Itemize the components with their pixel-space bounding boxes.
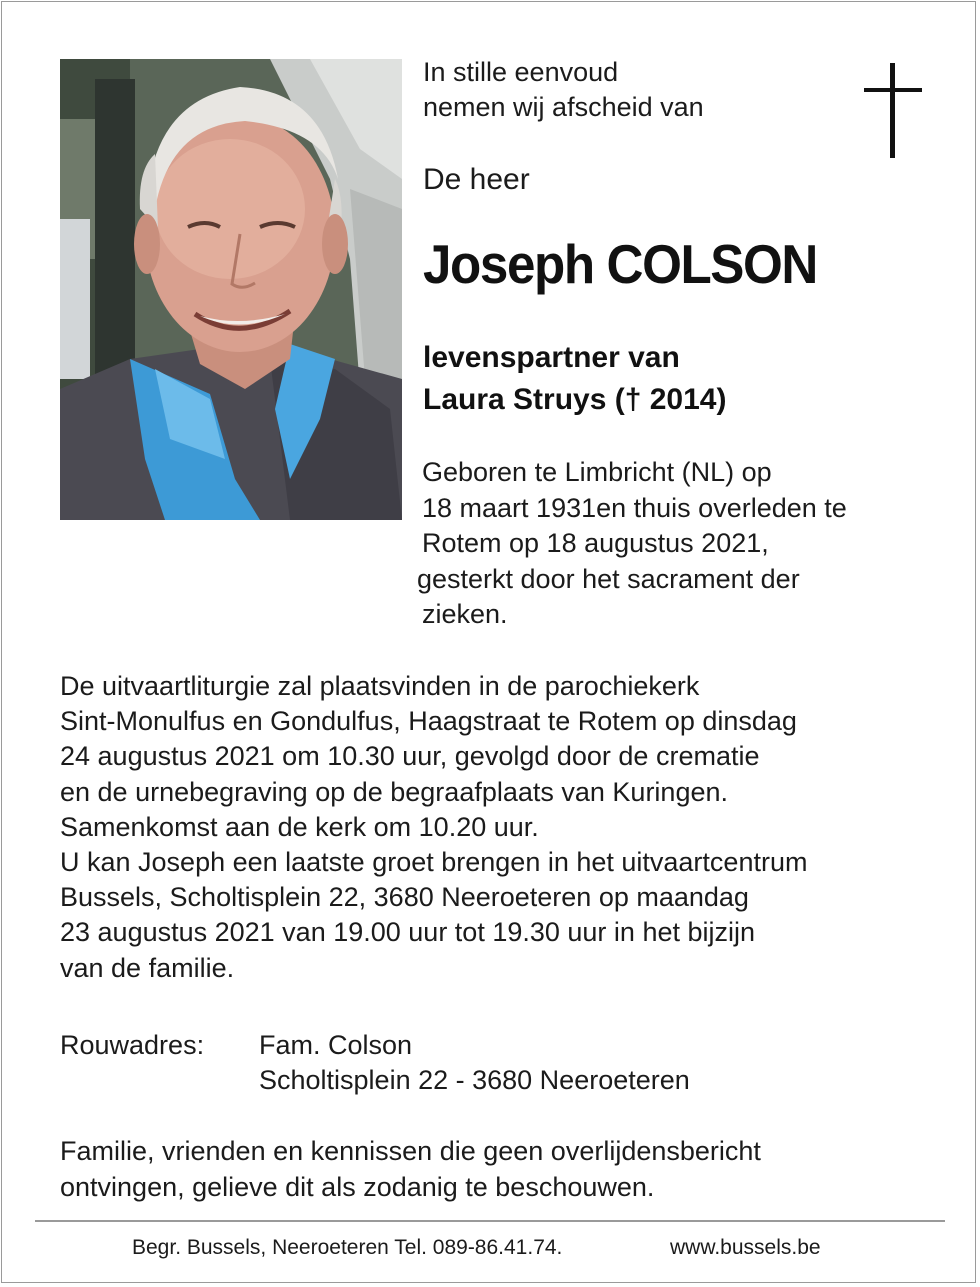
birth-line: zieken.	[422, 599, 508, 629]
partner-line: Laura Struys († 2014)	[423, 383, 727, 416]
funeral-line: Bussels, Scholtisplein 22, 3680 Neeroeteren op maandag	[60, 882, 749, 913]
deceased-name: Joseph COLSON	[423, 233, 817, 295]
intro-line: nemen wij afscheid van	[423, 92, 704, 122]
address-value	[259, 1028, 690, 1098]
funeral-line: Sint-Monulfus en Gondulfus, Haagstraat te Rotem op dinsdag	[60, 706, 797, 737]
funeral-line: De uitvaartliturgie zal plaatsvinden in de parochiekerk	[60, 671, 700, 701]
intro-text	[423, 55, 704, 125]
birth-death-info	[417, 455, 847, 633]
closing-note	[60, 1134, 761, 1205]
closing-line: Familie, vrienden en kennissen die geen overlijdensbericht	[60, 1136, 761, 1166]
partner-line: levenspartner van	[423, 341, 680, 374]
funeral-line: Samenkomst aan de kerk om 10.20 uur.	[60, 811, 539, 842]
address-label: Rouwadres:	[60, 1030, 205, 1060]
honorific: De heer	[423, 163, 530, 196]
funeral-line: 24 augustus 2021 om 10.30 uur, gevolgd door de crematie	[60, 741, 760, 772]
address-line: Scholtisplein 22 - 3680 Neeroeteren	[259, 1065, 690, 1095]
funeral-line: 23 augustus 2021 van 19.00 uur tot 19.30 uur in het bijzijn	[60, 917, 755, 948]
cross-icon	[864, 63, 922, 158]
portrait-illustration	[60, 59, 402, 520]
address-line: Fam. Colson	[259, 1030, 413, 1060]
portrait-photo	[60, 59, 402, 520]
closing-line: ontvingen, gelieve dit als zodanig te beschouwen.	[60, 1171, 655, 1202]
funeral-line: en de urnebegraving op de begraafplaats van Kuringen.	[60, 776, 728, 807]
funeral-home-website: www.bussels.be	[670, 1236, 821, 1259]
birth-line: 18 maart 1931en thuis overleden te	[422, 492, 847, 523]
partner-info	[423, 337, 726, 421]
funeral-line: U kan Joseph een laatste groet brengen in het uitvaartcentrum	[60, 847, 808, 878]
birth-line: Rotem op 18 augustus 2021,	[422, 528, 769, 558]
funeral-line: van de familie.	[60, 952, 235, 983]
footer-divider	[35, 1220, 945, 1222]
intro-line: In stille eenvoud	[423, 57, 619, 87]
birth-line: gesterkt door het sacrament der	[417, 563, 800, 594]
funeral-home-contact: Begr. Bussels, Neeroeteren Tel. 089-86.41.74.	[132, 1236, 563, 1259]
funeral-details	[60, 669, 807, 986]
birth-line: Geboren te Limbricht (NL) op	[422, 457, 772, 487]
